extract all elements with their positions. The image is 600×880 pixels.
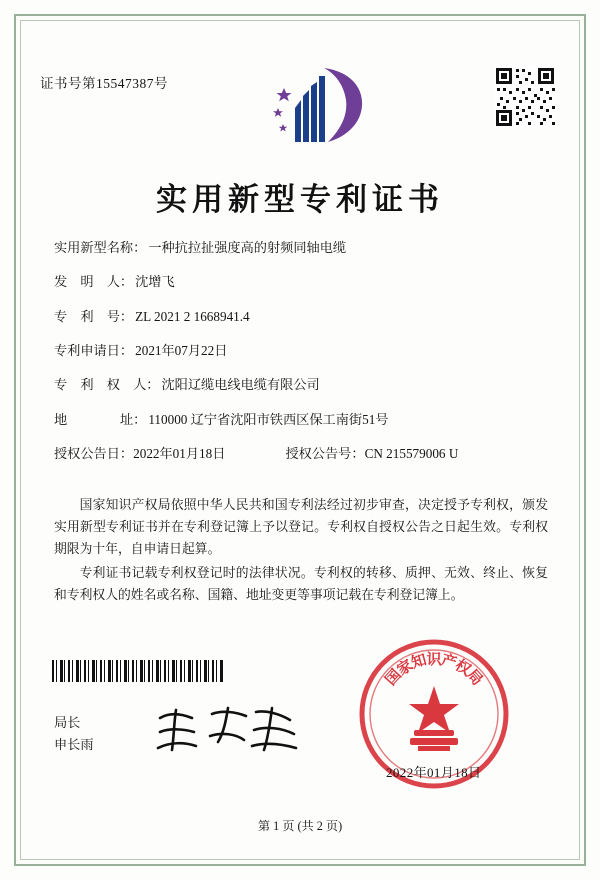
qr-code — [494, 66, 556, 128]
field-label: 专 利 号： — [54, 308, 134, 324]
fields-block — [54, 239, 550, 479]
handwritten-signature — [152, 702, 302, 758]
cnipa-logo — [262, 62, 372, 148]
director-role-label: 局长 — [54, 715, 81, 730]
field-address — [54, 411, 550, 429]
legal-paragraph-2: 专利证书记载专利权登记时的法律状况。专利权的转移、质押、无效、终止、恢复和专利权人的姓名或名称、国籍、地址变更等事项记载在专利登记簿上。 — [54, 566, 548, 602]
field-announcement-number — [285, 445, 458, 463]
seal-date: 2022年01月18日 — [386, 765, 482, 780]
field-application-date — [54, 342, 550, 360]
field-announcement-row — [54, 445, 550, 463]
field-value: 沈阳辽缆电线电缆有限公司 — [161, 377, 320, 393]
field-label: 实用新型名称： — [54, 240, 147, 255]
director-name-label: 申长雨 — [54, 736, 94, 752]
field-value: 2021年07月22日 — [135, 342, 228, 358]
field-value: ZL 2021 2 1668941.4 — [135, 308, 250, 324]
field-value: CN 215579006 U — [364, 445, 459, 461]
signature-block — [54, 712, 94, 756]
certificate-number: 证书号第15547387号 — [40, 76, 168, 91]
legal-text-block — [54, 494, 548, 608]
field-label: 专 利 权 人： — [54, 377, 160, 393]
svg-text:权: 权 — [452, 657, 474, 679]
barcode — [52, 660, 224, 682]
field-inventor — [54, 273, 550, 291]
field-value: 沈增飞 — [135, 274, 175, 290]
field-label: 发 明 人： — [54, 274, 134, 290]
svg-text:家: 家 — [394, 657, 416, 679]
svg-text:识: 识 — [426, 652, 442, 668]
field-label: 授权公告号： — [285, 445, 365, 461]
field-label: 地 址： — [54, 411, 147, 427]
field-value: 一种抗拉扯强度高的射频同轴电缆 — [148, 240, 347, 255]
page-title: 实用新型专利证书 — [156, 182, 444, 217]
field-announcement-date — [54, 445, 225, 463]
field-patent-number — [54, 308, 550, 326]
certificate-content — [34, 34, 566, 846]
page-indicator: 第 1 页 (共 2 页) — [257, 819, 343, 833]
field-utility-model-name — [54, 239, 550, 257]
field-value: 2022年01月18日 — [133, 445, 226, 461]
svg-text:知: 知 — [409, 652, 429, 672]
field-patentee — [54, 376, 550, 394]
svg-text:局: 局 — [463, 666, 486, 689]
field-label: 授权公告日： — [54, 445, 134, 461]
field-label: 专利申请日： — [54, 342, 134, 358]
legal-paragraph-1: 国家知识产权局依照中华人民共和国专利法经过初步审查，决定授予专利权，颁发实用新型专利证书并在专利登记簿上予以登记。专利权自授权公告之日起生效。专利权期限为十年，自申请日起算。 — [54, 498, 548, 556]
svg-text:产: 产 — [439, 652, 459, 672]
svg-text:国: 国 — [382, 666, 405, 689]
field-value: 110000 辽宁省沈阳市铁西区保工南街51号 — [148, 411, 389, 427]
